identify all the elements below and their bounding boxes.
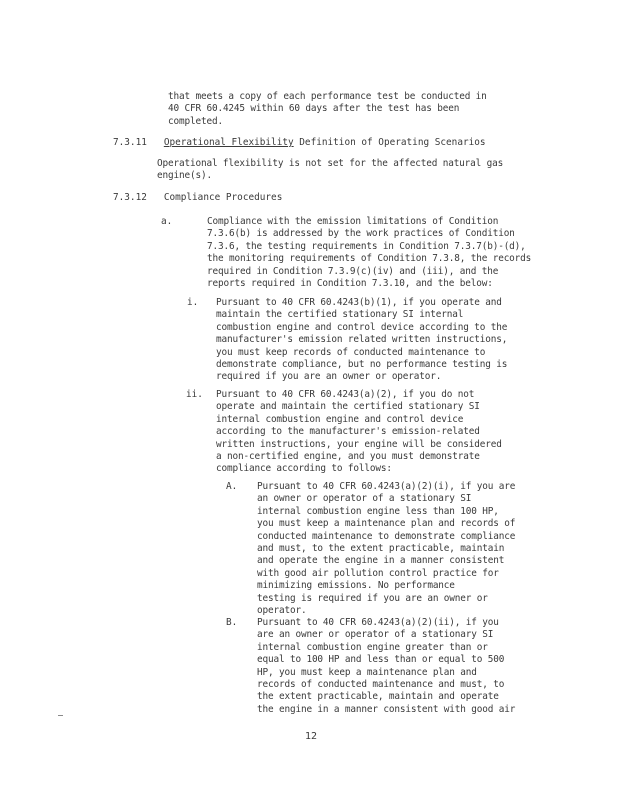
item-A-body: Pursuant to 40 CFR 60.4243(a)(2)(i), if you are an owner or operator of a stationary SI internal combustion engine less than 100 HP, you must keep a maintenance plan and records of conducted maintenance to demonstrate compliance and must, to the extent practicable, maintain and operate the engine in a manner consistent with good air pollution control practice for minimizing emissions. No performance testing is required if you are an owner or operator. — [257, 481, 516, 617]
section-number: 7.3.11 — [113, 137, 147, 148]
section-7-3-11-body: Operational flexibility is not set for the affected natural gas engine(s). — [157, 158, 504, 182]
page-number: 12 — [305, 731, 318, 742]
section-title: Compliance Procedures — [163, 192, 283, 203]
section-7-3-12-heading — [113, 192, 282, 204]
item-B-label: B. — [226, 617, 238, 628]
section-title: Operational Flexibility — [163, 137, 294, 148]
item-ii-label: ii. — [186, 389, 203, 400]
item-a-body: Compliance with the emission limitations of Condition 7.3.6(b) is addressed by the work practices of Condition 7.3.6, the testing requirements in Condition 7.3.7(b)-(d), the monitoring requirements of Condition 7.3.8, the records required in Condition 7.3.9(c)(iv) and (iii), and the reports required in Condition 7.3.10, and the below: — [207, 216, 532, 290]
item-B-body: Pursuant to 40 CFR 60.4243(a)(2)(ii), if you are an owner or operator of a stationary SI internal combustion engine greater than or equal to 100 HP and less than or equal to 500 HP, you must keep a maintenance plan and records of conducted maintenance and must, to the extent practicable, maintain and operate the engine in a manner consistent with good air — [257, 617, 516, 715]
margin-mark — [58, 715, 63, 716]
section-title-rest: Definition of Operating Scenarios — [293, 137, 486, 148]
section-number: 7.3.12 — [113, 192, 147, 203]
item-i-label: i. — [187, 297, 199, 308]
section-7-3-11-heading — [113, 137, 486, 149]
item-ii-body: Pursuant to 40 CFR 60.4243(a)(2), if you do not operate and maintain the certified stationary SI internal combustion engine and control device according to the manufacturer's emission-related written instructions, your engine will be considered a non-certified engine, and you must demonstrate compliance according to follows: — [216, 389, 502, 475]
item-a-label: a. — [161, 216, 173, 227]
top-paragraph: that meets a copy of each performance test be conducted in 40 CFR 60.4245 within 60 days after the test has been completed. — [168, 91, 487, 127]
item-A-label: A. — [226, 481, 238, 492]
item-i-body: Pursuant to 40 CFR 60.4243(b)(1), if you operate and maintain the certified stationary SI internal combustion engine and control device according to the manufacturer's emission related written instructions, you must keep records of conducted maintenance to demonstrate compliance, but no performance testing is required if you are an owner or operator. — [216, 297, 508, 383]
